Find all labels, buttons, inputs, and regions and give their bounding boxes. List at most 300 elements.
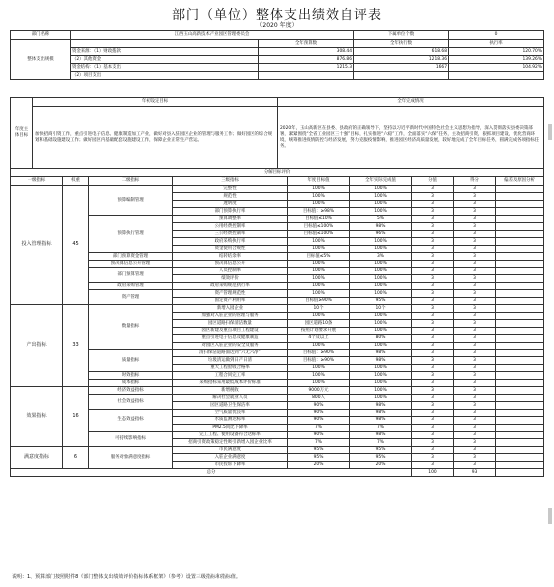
score-got: 3 [454, 424, 496, 431]
actual-value: 100% [350, 394, 412, 401]
level3-indicator: 园区道路卫生保洁率 [173, 402, 288, 409]
level2-indicator: 可持续影响指标 [89, 431, 173, 446]
col-annual-completion: 全年完成情况 [278, 98, 544, 107]
annual-target: 100% [288, 267, 350, 274]
deviation-analysis [496, 230, 544, 237]
score-value: 3 [412, 454, 454, 461]
total-label: 总分 [11, 469, 412, 477]
score-value: 3 [412, 409, 454, 416]
deviation-analysis [496, 253, 544, 260]
score-value: 3 [412, 320, 454, 327]
annual-target: 100% [288, 312, 350, 319]
initial-goal-text: 加快招商引资工作，重点引进电子信息、健康制造加工产业，做好对县入驻园区企业的管理与服务工作；做好园区的综合规划和基础设施建设工作；做好园区内基础配套设施建设工作，保障企业正常生产营运。 [33, 107, 278, 169]
level3-indicator: 资产管理规范性 [173, 290, 288, 297]
column-header: 二级指标 [89, 177, 173, 186]
dept-name-label: 部门名称 [11, 31, 71, 40]
score-got: 3 [454, 193, 496, 200]
actual-value: 100% [350, 208, 412, 215]
fund-budget: 876.86 [259, 56, 354, 64]
score-got: 3 [454, 275, 496, 282]
scrollbar-mark [548, 508, 552, 524]
deviation-analysis [496, 275, 544, 282]
fund-budget: 308.44 [259, 48, 354, 56]
column-header: 三级指标 [173, 177, 288, 186]
annual-target: 100% [288, 342, 350, 349]
score-value: 3 [412, 394, 454, 401]
deviation-analysis [496, 417, 544, 424]
actual-value: 20% [350, 461, 412, 468]
score-got: 3 [454, 327, 496, 334]
deviation-analysis [496, 186, 544, 193]
annual-target: 100% [288, 372, 350, 379]
level3-indicator: 垃圾清运做到日产日清 [173, 357, 288, 364]
score-got: 3 [454, 387, 496, 394]
indicator-row [11, 267, 544, 274]
actual-value: 98% [350, 417, 412, 424]
level3-indicator: 预算调整率 [173, 215, 288, 222]
fund-actual: 1667 [354, 64, 449, 72]
level3-indicator: 规范性 [173, 193, 288, 200]
col-initial-goal: 年初设定目标 [33, 98, 278, 107]
column-header: 全年实际完成值 [350, 177, 412, 186]
fund-actual: 1218.36 [354, 56, 449, 64]
deviation-analysis [496, 372, 544, 379]
level1-indicator: 效果指标 [11, 387, 63, 447]
column-header: 年度目标值 [288, 177, 350, 186]
score-value: 3 [412, 439, 454, 446]
score-got: 3 [454, 245, 496, 252]
level1-indicator: 产出指标 [11, 305, 63, 387]
score-got: 3 [454, 260, 496, 267]
level3-indicator: PM2.5同比下降率 [173, 424, 288, 431]
annual-target: 目标值≤100% [288, 230, 350, 237]
indicator-row [11, 372, 544, 379]
indicator-row [11, 446, 544, 453]
actual-value: 100% [350, 267, 412, 274]
level3-indicator: 政府采购执行率 [173, 238, 288, 245]
score-got: 3 [454, 200, 496, 207]
deviation-analysis [496, 454, 544, 461]
score-got: 3 [454, 282, 496, 289]
score-got: 3 [454, 364, 496, 371]
actual-value: 98% [350, 223, 412, 230]
score-value: 3 [412, 253, 454, 260]
actual-value: 80% [350, 335, 412, 342]
indicator-row [11, 349, 544, 356]
level3-indicator: 重大工程验收合格率 [173, 364, 288, 371]
indicator-weight: 16 [63, 387, 89, 447]
deviation-analysis [496, 238, 544, 245]
actual-value: 100% [350, 372, 412, 379]
level1-indicator: 投入管理指标 [11, 186, 63, 305]
section-title: 分解目标评价 [11, 169, 544, 177]
indicator-row [11, 290, 544, 297]
score-value: 3 [412, 193, 454, 200]
actual-value: 5% [350, 215, 412, 222]
actual-value: 100% [350, 320, 412, 327]
score-value: 3 [412, 461, 454, 468]
fund-row-label: （2）项目支出 [71, 72, 259, 80]
deviation-analysis [496, 223, 544, 230]
score-got: 3 [454, 223, 496, 230]
total-score: 100 [412, 469, 454, 477]
score-value: 3 [412, 402, 454, 409]
annual-target: 90% [288, 417, 350, 424]
indicator-row [11, 186, 544, 193]
annual-target: 目标值≤10% [288, 215, 350, 222]
level2-indicator: 经济效益指标 [89, 387, 173, 394]
annual-target: 目标值：≥98% [288, 208, 350, 215]
deviation-analysis [496, 245, 544, 252]
score-value: 3 [412, 290, 454, 297]
actual-value: 100% [350, 282, 412, 289]
score-value: 3 [412, 186, 454, 193]
score-value: 3 [412, 267, 454, 274]
deviation-analysis [496, 208, 544, 215]
level3-indicator: 资金使用合规性 [173, 245, 288, 252]
score-got: 3 [454, 409, 496, 416]
actual-value: 98% [350, 402, 412, 409]
actual-value: 7% [350, 439, 412, 446]
column-header: 一级指标 [11, 177, 63, 186]
score-got: 3 [454, 186, 496, 193]
actual-value: 98% [350, 357, 412, 364]
deviation-analysis [496, 349, 544, 356]
basic-info-table [10, 30, 544, 80]
annual-target: 100% [288, 186, 350, 193]
actual-value: 100% [350, 364, 412, 371]
annual-target: 目标值：≥90% [288, 357, 350, 364]
score-got: 3 [454, 335, 496, 342]
fund-rate: 139.26% [449, 56, 544, 64]
score-got: 3 [454, 290, 496, 297]
footnote: 说明：1、预算部门按照附件8《部门整体支出绩效评价指标体系框架》（参考）设置三级指标和指标值。 [12, 574, 241, 580]
annual-target: 20% [288, 461, 350, 468]
deviation-analysis [496, 357, 544, 364]
level3-indicator: 新增税收 [173, 387, 288, 394]
level3-indicator: 结转结余率 [173, 253, 288, 260]
fund-rate: 104.92% [449, 64, 544, 72]
annual-target: 100% [288, 238, 350, 245]
deviation-analysis [496, 335, 544, 342]
level2-indicator: 质量指标 [89, 349, 173, 371]
annual-goals-table [10, 97, 544, 169]
score-value: 3 [412, 238, 454, 245]
total-got: 93 [454, 469, 496, 477]
score-value: 3 [412, 372, 454, 379]
annual-target: 按照计划要求开展 [288, 327, 350, 334]
score-value: 3 [412, 208, 454, 215]
deviation-analysis [496, 193, 544, 200]
deviation-analysis [496, 431, 544, 438]
fund-row-label: 资金结构：（1）基本支出 [71, 64, 259, 72]
score-got: 3 [454, 394, 496, 401]
score-got: 3 [454, 379, 496, 386]
annual-target: 100% [288, 193, 350, 200]
annual-target: 100% [288, 282, 350, 289]
deviation-analysis [496, 200, 544, 207]
annual-target: 95% [288, 454, 350, 461]
actual-value: 100% [350, 238, 412, 245]
annual-target: 目标值≤100% [288, 223, 350, 230]
fund-rate [449, 72, 544, 80]
scrollbar-mark [548, 124, 552, 140]
col-budget: 全年预算数 [259, 40, 354, 48]
deviation-analysis [496, 305, 544, 312]
score-got: 3 [454, 312, 496, 319]
actual-value: 100% [350, 186, 412, 193]
deviation-analysis [496, 439, 544, 446]
deviation-analysis [496, 312, 544, 319]
deviation-analysis [496, 320, 544, 327]
fund-rate: 120.70% [449, 48, 544, 56]
total-remark [496, 469, 544, 477]
annual-target: 100% [288, 260, 350, 267]
level3-indicator: 入驻企业满意度 [173, 454, 288, 461]
score-got: 3 [454, 454, 496, 461]
indicator-row [11, 387, 544, 394]
expenditure-scale-label: 整体支出规模 [11, 40, 71, 80]
indicator-weight: 6 [63, 446, 89, 468]
annual-target: 10个 [288, 305, 350, 312]
annual-target: 7% [288, 439, 350, 446]
level3-indicator: 市民满意度 [173, 446, 288, 453]
indicator-row [11, 253, 544, 260]
level3-indicator: 三公经费控制率 [173, 230, 288, 237]
report-year: （2020 年度） [256, 22, 298, 29]
level3-indicator: 固定资产利用率 [173, 297, 288, 304]
annual-target: 4个及以上 [288, 335, 350, 342]
score-value: 3 [412, 431, 454, 438]
fund-budget: 1215.3 [259, 64, 354, 72]
fund-actual: 618.68 [354, 48, 449, 56]
level3-indicator: 园区新建及重点项目工程建设 [173, 327, 288, 334]
score-got: 3 [454, 238, 496, 245]
score-value: 3 [412, 424, 454, 431]
actual-value: 100% [350, 342, 412, 349]
score-value: 3 [412, 349, 454, 356]
col-rate: 执行率 [449, 40, 544, 48]
annual-target: 90% [288, 402, 350, 409]
level2-indicator: 政府采购管理 [89, 282, 173, 289]
actual-value: 95% [350, 454, 412, 461]
score-value: 3 [412, 305, 454, 312]
indicator-row [11, 215, 544, 222]
level3-indicator: 预决算信息公开 [173, 260, 288, 267]
column-header: 权重 [63, 177, 89, 186]
score-got: 3 [454, 357, 496, 364]
score-value: 3 [412, 223, 454, 230]
deviation-analysis [496, 267, 544, 274]
column-header: 分值 [412, 177, 454, 186]
indicator-row [11, 394, 544, 401]
score-got: 3 [454, 431, 496, 438]
actual-value: 98% [350, 431, 412, 438]
annual-target: 90% [288, 431, 350, 438]
actual-value: 100% [350, 275, 412, 282]
deviation-analysis [496, 394, 544, 401]
actual-value: 100% [350, 260, 412, 267]
level2-indicator: 生态效益指标 [89, 409, 173, 431]
score-got: 3 [454, 446, 496, 453]
level3-indicator: 完整性 [173, 186, 288, 193]
deviation-analysis [496, 282, 544, 289]
deviation-analysis [496, 297, 544, 304]
level3-indicator: 空气质量优良率 [173, 409, 288, 416]
fund-budget [259, 72, 354, 80]
deviation-analysis [496, 327, 544, 334]
level3-indicator: 水质监测达标率 [173, 417, 288, 424]
level2-indicator: 预算执行管理 [89, 215, 173, 252]
score-got: 3 [454, 342, 496, 349]
annual-target: 100% [288, 200, 350, 207]
actual-value: 98% [350, 409, 412, 416]
indicator-row [11, 431, 544, 438]
level2-indicator: 预决算信息公开管理 [89, 260, 173, 267]
level2-indicator: 预算编制管理 [89, 186, 173, 216]
col-actual: 全年执行数 [354, 40, 449, 48]
level2-indicator: 数量指标 [89, 305, 173, 350]
score-value: 3 [412, 364, 454, 371]
deviation-analysis [496, 290, 544, 297]
level3-indicator: 清扫保洁道路面达到“六无六净” [173, 349, 288, 356]
annual-target: 目标值≥90% [288, 297, 350, 304]
page-title: 部门（单位）整体支出绩效自评表 [171, 8, 382, 23]
score-got: 3 [454, 417, 496, 424]
score-value: 3 [412, 200, 454, 207]
annual-target: 7% [288, 424, 350, 431]
annual-target: 目标值≤5% [288, 253, 350, 260]
sub-unit-value: 0 [449, 31, 544, 40]
level3-indicator: 绩效评价 [173, 275, 288, 282]
sub-unit-label: 下属单位个数 [354, 31, 449, 40]
level2-indicator: 社会效益指标 [89, 394, 173, 409]
score-got: 3 [454, 230, 496, 237]
score-value: 3 [412, 245, 454, 252]
level2-indicator: 部门预算资金管理 [89, 253, 173, 260]
level3-indicator: 透明度 [173, 200, 288, 207]
annual-target: 100% [288, 379, 350, 386]
score-value: 3 [412, 297, 454, 304]
indicator-row [11, 409, 544, 416]
level3-indicator: 人员控制率 [173, 267, 288, 274]
score-value: 3 [412, 275, 454, 282]
score-got: 3 [454, 208, 496, 215]
level2-indicator: 部门预算管理 [89, 267, 173, 282]
level3-indicator: 加强对入驻企业的管理与服务 [173, 312, 288, 319]
indicator-weight: 33 [63, 305, 89, 387]
fund-row-label: （2）其他资金 [71, 56, 259, 64]
annual-target: 园区道路10条 [288, 320, 350, 327]
level2-indicator: 资产管理 [89, 290, 173, 305]
indicator-row [11, 379, 544, 386]
annual-target: 9000万元 [288, 387, 350, 394]
deviation-analysis [496, 402, 544, 409]
score-got: 3 [454, 372, 496, 379]
deviation-analysis [496, 446, 544, 453]
annual-target: 100% [288, 245, 350, 252]
deviation-analysis [496, 260, 544, 267]
actual-value: 100% [350, 245, 412, 252]
score-value: 3 [412, 446, 454, 453]
actual-value: 3% [350, 253, 412, 260]
actual-value: 98% [350, 349, 412, 356]
level3-indicator: 公用经费控制率 [173, 223, 288, 230]
column-header: 得分 [454, 177, 496, 186]
indicator-row [11, 305, 544, 312]
score-value: 3 [412, 327, 454, 334]
actual-value: 100% [350, 312, 412, 319]
score-value: 3 [412, 230, 454, 237]
deviation-analysis [496, 409, 544, 416]
level3-indicator: 工程合同完工率 [173, 372, 288, 379]
deviation-analysis [496, 364, 544, 371]
deviation-analysis [496, 215, 544, 222]
score-got: 3 [454, 297, 496, 304]
actual-value: 95% [350, 446, 412, 453]
level3-indicator: 对园区入驻企业的安全及服务 [173, 342, 288, 349]
level3-indicator: 重点引进电子信息及健康制造 [173, 335, 288, 342]
level2-indicator: 服务对象满意度指标 [89, 446, 173, 468]
actual-value: 100% [350, 290, 412, 297]
score-got: 3 [454, 215, 496, 222]
level2-indicator: 时效指标 [89, 372, 173, 379]
annual-target: 目标值：≥90% [288, 349, 350, 356]
score-got: 3 [454, 349, 496, 356]
score-value: 3 [412, 282, 454, 289]
level3-indicator: 采购招标采用最低成本评价标准 [173, 379, 288, 386]
deviation-analysis [496, 379, 544, 386]
annual-target: 100% [288, 275, 350, 282]
deviation-analysis [496, 461, 544, 468]
indicator-row [11, 260, 544, 267]
score-value: 3 [412, 417, 454, 424]
level3-indicator: 园区道路扫保清洁数量 [173, 320, 288, 327]
indicator-row [11, 282, 544, 289]
annual-completion-text: 2020年，玉山高新区在县委、县政府的正确领导下，坚持以习近平新时代中国特色社会主义思想为指导，深入贯彻落实县委决策部署，紧紧围绕“全省工业园区三十强”目标，扎实推进“六稳”工作，全面落实“六保”任务，主攻招商引资，狠抓项目建设，优化营商环境，统筹推进疫情防控与经济发展，努力克服疫情影响，推进园区经济高质量发展，较好地完成了全年目标任务，圆满完成各项指标任务。 [278, 107, 544, 169]
deviation-analysis [496, 424, 544, 431]
score-value: 3 [412, 342, 454, 349]
score-got: 3 [454, 320, 496, 327]
score-value: 3 [412, 215, 454, 222]
score-got: 3 [454, 305, 496, 312]
indicator-weight: 45 [63, 186, 89, 305]
annual-target: 90% [288, 409, 350, 416]
level3-indicator: 部门预算执行率 [173, 208, 288, 215]
score-value: 3 [412, 335, 454, 342]
deviation-analysis [496, 387, 544, 394]
level1-indicator: 满意度指标 [11, 446, 63, 468]
score-value: 3 [412, 387, 454, 394]
level3-indicator: 完工工程、使用设备符合达标率 [173, 431, 288, 438]
score-got: 3 [454, 267, 496, 274]
score-got: 3 [454, 253, 496, 260]
level3-indicator: 解决社会就业人员 [173, 394, 288, 401]
actual-value: 100% [350, 327, 412, 334]
score-value: 3 [412, 357, 454, 364]
actual-value: 95% [350, 297, 412, 304]
score-value: 3 [412, 260, 454, 267]
deviation-analysis [496, 342, 544, 349]
annual-target: 100% [288, 290, 350, 297]
level2-indicator: 成本指标 [89, 379, 173, 386]
column-header: 偏差及原因分析 [496, 177, 544, 186]
annual-target: 95% [288, 446, 350, 453]
actual-value: 7% [350, 424, 412, 431]
level3-indicator: 招商引资政策稳定性吸引新增入园企业比率 [173, 439, 288, 446]
level3-indicator: 新增入园企业 [173, 305, 288, 312]
score-got: 3 [454, 439, 496, 446]
